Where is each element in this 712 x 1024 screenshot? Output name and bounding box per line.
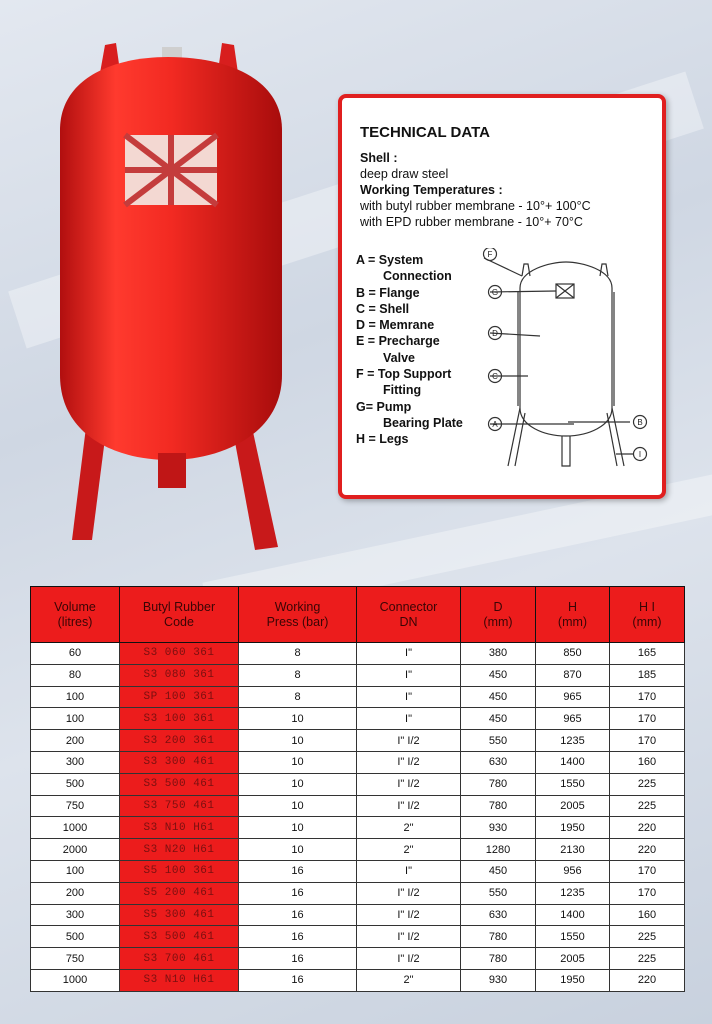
callout-d: D: [492, 329, 498, 338]
cell-volume: 500: [31, 926, 120, 948]
shell-value: deep draw steel: [360, 167, 449, 181]
cell-code: S3 200 361: [120, 730, 239, 752]
cell-volume: 300: [31, 904, 120, 926]
table-header-row: [31, 587, 685, 643]
cell-connector: I": [357, 664, 461, 686]
table-row: [31, 751, 685, 773]
cell-h: 1235: [536, 730, 610, 752]
cell-connector: I" I/2: [357, 882, 461, 904]
cell-h: 1950: [536, 817, 610, 839]
cell-connector: I" I/2: [357, 926, 461, 948]
tank-diagram: [480, 248, 660, 478]
cell-d: 1280: [461, 839, 536, 861]
diagram-label-cross: [556, 284, 574, 298]
cell-code: S3 060 361: [120, 643, 239, 665]
cell-code: SP 100 361: [120, 686, 239, 708]
leader-g: [490, 291, 556, 292]
legend-g-cont: Bearing Plate: [383, 415, 463, 430]
cell-connector: I" I/2: [357, 751, 461, 773]
diagram-leg-center: [562, 436, 570, 466]
cell-press: 16: [239, 860, 357, 882]
parts-legend: [356, 252, 486, 448]
cell-hi: 170: [610, 708, 685, 730]
cell-hi: 165: [610, 643, 685, 665]
cell-code: S3 100 361: [120, 708, 239, 730]
technical-data-body: [360, 150, 660, 230]
cell-d: 450: [461, 708, 536, 730]
cell-code: S3 750 461: [120, 795, 239, 817]
cell-d: 550: [461, 882, 536, 904]
bottom-connection: [158, 453, 186, 488]
cell-d: 380: [461, 643, 536, 665]
legend-b: B = Flange: [356, 285, 420, 300]
cell-connector: 2": [357, 839, 461, 861]
table-row: [31, 860, 685, 882]
cell-connector: I": [357, 686, 461, 708]
legend-g: G= Pump: [356, 399, 412, 414]
cell-volume: 100: [31, 686, 120, 708]
cell-h: 1235: [536, 882, 610, 904]
cell-h: 1950: [536, 969, 610, 991]
header-h: H (mm): [536, 587, 610, 643]
cell-volume: 200: [31, 882, 120, 904]
cell-connector: 2": [357, 969, 461, 991]
cell-d: 780: [461, 926, 536, 948]
cell-h: 850: [536, 643, 610, 665]
cell-h: 1550: [536, 926, 610, 948]
cell-press: 8: [239, 686, 357, 708]
cell-d: 450: [461, 860, 536, 882]
cell-connector: I" I/2: [357, 795, 461, 817]
cell-hi: 220: [610, 817, 685, 839]
cell-press: 10: [239, 839, 357, 861]
cell-press: 10: [239, 730, 357, 752]
cell-volume: 100: [31, 860, 120, 882]
cell-press: 10: [239, 751, 357, 773]
diagram-shell: [520, 262, 612, 436]
working-temperatures-label: Working Temperatures :: [360, 183, 503, 197]
cell-code: S3 080 361: [120, 664, 239, 686]
cell-h: 2005: [536, 795, 610, 817]
cell-connector: I" I/2: [357, 730, 461, 752]
legend-c: C = Shell: [356, 301, 410, 316]
specification-table: [30, 586, 685, 992]
cell-volume: 200: [31, 730, 120, 752]
table-row: [31, 708, 685, 730]
callout-f: F: [487, 250, 493, 259]
cell-h: 870: [536, 664, 610, 686]
legend-a-cont: Connection: [383, 269, 452, 284]
cell-connector: I" I/2: [357, 904, 461, 926]
cell-code: S3 N10 H61: [120, 817, 239, 839]
table-body: [31, 643, 685, 992]
cell-volume: 100: [31, 708, 120, 730]
cell-volume: 500: [31, 773, 120, 795]
cell-hi: 185: [610, 664, 685, 686]
table-row: [31, 882, 685, 904]
table-row: [31, 817, 685, 839]
table-row: [31, 904, 685, 926]
cell-code: S3 500 461: [120, 926, 239, 948]
legend-h: H = Legs: [356, 432, 409, 447]
cell-h: 2130: [536, 839, 610, 861]
cell-press: 16: [239, 969, 357, 991]
legend-a: A = System: [356, 253, 424, 267]
cell-d: 780: [461, 773, 536, 795]
cell-code: S3 700 461: [120, 948, 239, 970]
table-row: [31, 664, 685, 686]
cell-hi: 225: [610, 948, 685, 970]
table-row: [31, 686, 685, 708]
cell-h: 2005: [536, 948, 610, 970]
temp-epd: with EPD rubber membrane - 10°+ 70°C: [360, 215, 583, 229]
cell-h: 956: [536, 860, 610, 882]
header-hi: H I (mm): [610, 587, 685, 643]
legend-e: E = Precharge: [356, 334, 440, 349]
cell-hi: 225: [610, 773, 685, 795]
technical-data-panel: [338, 94, 666, 499]
callout-b: B: [637, 418, 643, 427]
cell-press: 8: [239, 664, 357, 686]
header-butyl-code: Butyl Rubber Code: [120, 587, 239, 643]
temp-butyl: with butyl rubber membrane - 10°+ 100°C: [360, 199, 591, 213]
cell-code: S3 N20 H61: [120, 839, 239, 861]
cell-hi: 160: [610, 904, 685, 926]
table-row: [31, 948, 685, 970]
cell-hi: 170: [610, 730, 685, 752]
shell-label: Shell :: [360, 151, 398, 165]
cell-press: 10: [239, 817, 357, 839]
cell-d: 780: [461, 795, 536, 817]
cell-h: 1400: [536, 751, 610, 773]
cell-connector: I" I/2: [357, 773, 461, 795]
cell-code: S3 500 461: [120, 773, 239, 795]
cell-code: S5 100 361: [120, 860, 239, 882]
cell-connector: I": [357, 860, 461, 882]
cell-hi: 160: [610, 751, 685, 773]
cell-h: 1400: [536, 904, 610, 926]
expansion-tank-image: [50, 35, 300, 560]
cell-code: S5 200 461: [120, 882, 239, 904]
cell-connector: I": [357, 643, 461, 665]
cell-volume: 750: [31, 948, 120, 970]
table-row: [31, 969, 685, 991]
cell-press: 16: [239, 948, 357, 970]
diagram-lug-left: [522, 264, 530, 276]
cell-code: S3 N10 H61: [120, 969, 239, 991]
callout-i: I: [638, 450, 642, 459]
cell-code: S5 300 461: [120, 904, 239, 926]
cell-volume: 1000: [31, 969, 120, 991]
header-volume: Volume (litres): [31, 587, 120, 643]
cell-press: 10: [239, 773, 357, 795]
cell-d: 450: [461, 686, 536, 708]
header-d: D (mm): [461, 587, 536, 643]
header-working-press: Working Press (bar): [239, 587, 357, 643]
cell-code: S3 300 461: [120, 751, 239, 773]
cell-h: 965: [536, 708, 610, 730]
callout-c: C: [492, 372, 498, 381]
cell-press: 8: [239, 643, 357, 665]
table-row: [31, 730, 685, 752]
cell-d: 630: [461, 751, 536, 773]
cell-volume: 1000: [31, 817, 120, 839]
cell-connector: I": [357, 708, 461, 730]
cell-d: 930: [461, 817, 536, 839]
cell-connector: 2": [357, 817, 461, 839]
legend-e-cont: Valve: [383, 350, 415, 365]
table-row: [31, 926, 685, 948]
legend-f: F = Top Support: [356, 367, 452, 382]
cell-hi: 220: [610, 969, 685, 991]
cell-hi: 170: [610, 860, 685, 882]
cell-d: 630: [461, 904, 536, 926]
legend-f-cont: Fitting: [383, 383, 422, 398]
cell-volume: 750: [31, 795, 120, 817]
table-row: [31, 795, 685, 817]
cell-volume: 60: [31, 643, 120, 665]
tank-body: [60, 57, 282, 460]
table-row: [31, 643, 685, 665]
cell-hi: 225: [610, 926, 685, 948]
header-connector: Connector DN: [357, 587, 461, 643]
cell-volume: 80: [31, 664, 120, 686]
callout-a: A: [492, 420, 498, 429]
table-row: [31, 773, 685, 795]
tank-label-flag: [125, 135, 217, 205]
cell-press: 10: [239, 708, 357, 730]
cell-d: 550: [461, 730, 536, 752]
cell-volume: 300: [31, 751, 120, 773]
cell-hi: 225: [610, 795, 685, 817]
callout-g: G: [491, 288, 499, 297]
cell-hi: 170: [610, 686, 685, 708]
cell-press: 16: [239, 882, 357, 904]
table-row: [31, 839, 685, 861]
cell-d: 450: [461, 664, 536, 686]
cell-press: 16: [239, 904, 357, 926]
cell-d: 930: [461, 969, 536, 991]
cell-hi: 170: [610, 882, 685, 904]
cell-press: 10: [239, 795, 357, 817]
cell-d: 780: [461, 948, 536, 970]
cell-volume: 2000: [31, 839, 120, 861]
cell-press: 16: [239, 926, 357, 948]
cell-connector: I" I/2: [357, 948, 461, 970]
technical-data-title: TECHNICAL DATA: [360, 124, 490, 141]
legend-d: D = Memrane: [356, 318, 435, 333]
cell-h: 1550: [536, 773, 610, 795]
cell-h: 965: [536, 686, 610, 708]
cell-hi: 220: [610, 839, 685, 861]
